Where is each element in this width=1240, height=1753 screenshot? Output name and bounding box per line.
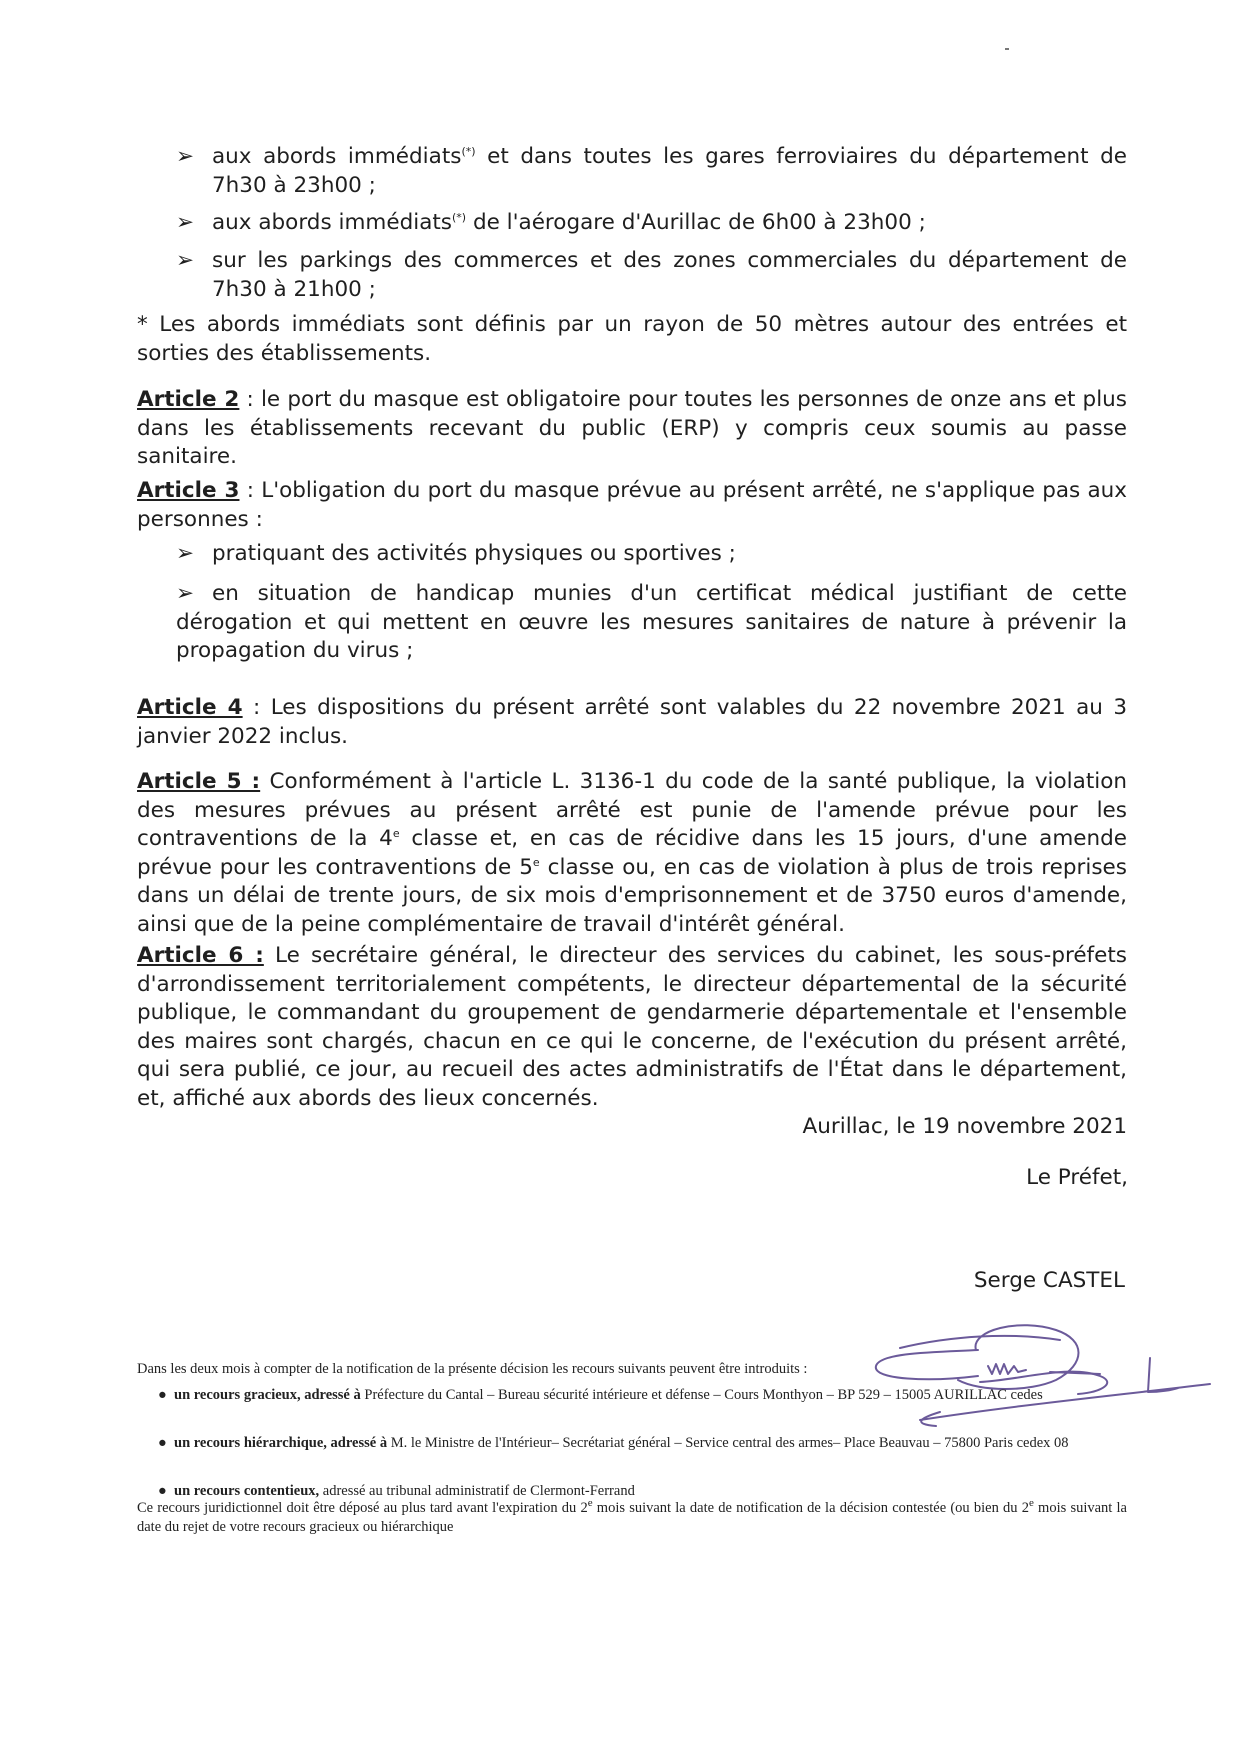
bullet-activites: ➢ pratiquant des activités physiques ou sportives ; [176, 540, 1127, 569]
signatory-name: Serge CASTEL [973, 1268, 1125, 1293]
article-6: Article 6 : Le secrétaire général, le directeur des services du cabinet, les sous-préfets d'arrondissement territorialement compétents, le directeur départemental de la sécurité publique, le commandant du groupement de gendarmerie départementale et l'ensemble des maires sont chargés, chacun en ce qui le concerne, de l'exécution du présent arrêté, qui sera publié, ce jour, au recueil des actes administratifs de l'État dans le département, et, affiché aux abords des lieux concernés. [137, 943, 1127, 1111]
article-2-label: Article 2 [137, 387, 240, 412]
place-date: Aurillac, le 19 novembre 2021 [802, 1114, 1127, 1139]
article-4: Article 4 : Les dispositions du présent arrêté sont valables du 22 novembre 2021 au 3 janvier 2022 inclus. [137, 695, 1128, 749]
arrow-bullet-icon: ➢ [176, 248, 195, 273]
article-3: Article 3 : L'obligation du port du masque prévue au présent arrêté, ne s'applique pas aux personnes : [137, 478, 1128, 532]
dot-bullet-icon: ● [158, 1483, 167, 1499]
article-2: Article 2 : le port du masque est obligatoire pour toutes les personnes de onze ans et plus dans les établissements recevant du public (ERP) y compris ceux soumis au passe sanitaire. [137, 387, 1128, 469]
recours-gracieux: ● un recours gracieux, adressé à Préfecture du Cantal – Bureau sécurité intérieure et défense – Cours Monthyon – BP 529 – 15005 AURILLAC cedes [158, 1387, 1043, 1403]
arrow-bullet-icon: ➢ [176, 210, 195, 235]
footnote-abords: * Les abords immédiats sont définis par un rayon de 50 mètres autour des entrées et sorties des établissements. [137, 312, 1127, 366]
dot-bullet-icon: ● [158, 1435, 167, 1451]
bullet-parkings: ➢ sur les parkings des commerces et des zones commerciales du département de 7h30 à 21h00 ; [176, 248, 1127, 302]
article-6-label: Article 6 : [137, 943, 264, 968]
bullet-handicap: ➢ en situation de handicap munies d'un certificat médical justifiant de cette dérogation et qui mettent en œuvre les mesures sanitaires de nature à prévenir la propagation du virus ; [176, 581, 1127, 663]
recours-contentieux: ● un recours contentieux, adressé au tribunal administratif de Clermont-Ferrand [158, 1483, 635, 1499]
article-5-label: Article 5 : [137, 769, 261, 794]
arrow-bullet-icon: ➢ [176, 144, 195, 169]
scan-speck [1005, 48, 1009, 50]
article-4-label: Article 4 [137, 695, 243, 720]
recours-hierarchique: ● un recours hiérarchique, adressé à M. le Ministre de l'Intérieur– Secrétariat général – Service central des armes– Place Beauvau – 75800 Paris cedex 08 [158, 1435, 1069, 1451]
bullet-aerogare: ➢ aux abords immédiats(*) de l'aérogare d'Aurillac de 6h00 à 23h00 ; [176, 209, 1127, 238]
article-3-label: Article 3 [137, 478, 240, 503]
bullet-gares: ➢ aux abords immédiats(*) et dans toutes les gares ferroviaires du département de 7h30 à 23h00 ; [176, 144, 1127, 198]
recours-closing: Ce recours juridictionnel doit être déposé au plus tard avant l'expiration du 2e mois suivant la date de notification de la décision contestée (ou bien du 2e mois suivant la date du rejet de votre recours gracieux ou hiérarchique [137, 1497, 1127, 1535]
article-5: Article 5 : Conformément à l'article L. 3136-1 du code de la santé publique, la violation des mesures prévues au présent arrêté est punie de l'amende prévue pour les contraventions de la 4e classe et, en cas de récidive dans les 15 jours, d'une amende prévue pour les contraventions de 5e classe ou, en cas de violation à plus de trois reprises dans un délai de trente jours, de six mois d'emprisonnement et de 3750 euros d'amende, ainsi que de la peine complémentaire de travail d'intérêt général. [137, 769, 1128, 937]
arrow-bullet-icon: ➢ [176, 581, 195, 606]
arrow-bullet-icon: ➢ [176, 541, 195, 566]
recours-intro: Dans les deux mois à compter de la notification de la présente décision les recours suivants peuvent être introduits : [137, 1361, 808, 1377]
dot-bullet-icon: ● [158, 1387, 167, 1403]
signatory-title: Le Préfet, [1026, 1165, 1128, 1190]
